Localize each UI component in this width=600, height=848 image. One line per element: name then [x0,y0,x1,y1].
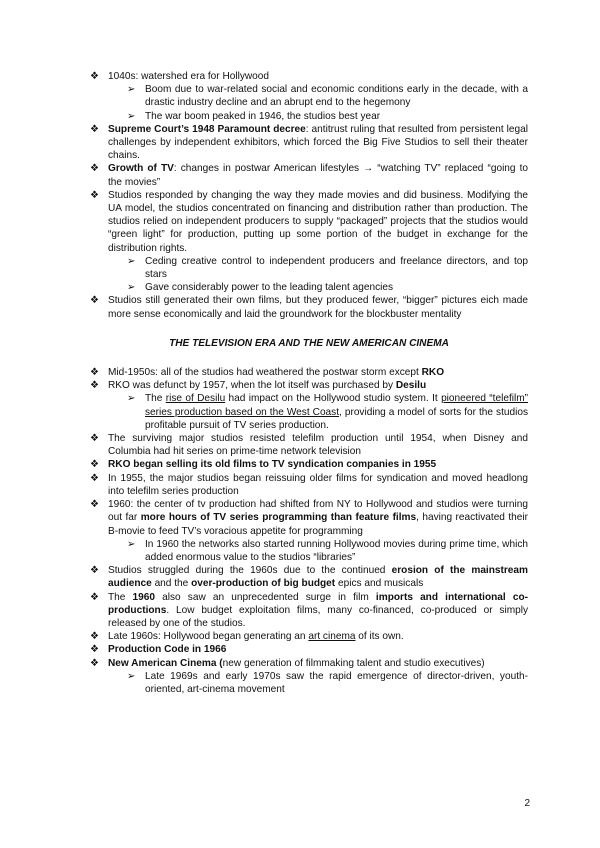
bold-term: more hours of TV series programming than feature films [140,512,417,524]
sub-item [90,538,528,564]
bold-term: 1960 [132,591,155,603]
underlined-term: art cinema [308,631,356,643]
item-text: Late 1960s: Hollywood began generating an [108,631,309,643]
item-text: 1040s: watershed era for Hollywood [108,71,270,82]
diamond-bullet-icon: ❖ [90,163,99,175]
sub-item-text: In 1960 the networks also started running Hollywood movies during prime time, which added enormous value to the studios “libraries” [145,538,528,563]
item-text: of its own. [355,631,404,643]
sub-item-text: Gave considerably power to the leading talent agencies [145,282,394,294]
bold-term: Supreme Court’s 1948 Paramount decree [108,123,306,135]
item-text: RKO was defunct by 1957, when the lot itself was purchased by [108,380,396,392]
arrow-bullet-icon: ➢ [127,393,136,405]
document-body [90,70,528,696]
item-text: The surviving major studios resisted telefilm production until 1954, when Disney and Columbia had hit series on prime-time network television [108,433,528,458]
item-text: epics and musicals [335,578,424,590]
item-text: , having reactivated their B-movie to feed TV’s voracious appetite for programming [108,512,529,537]
section-heading: THE TELEVISION ERA AND THE NEW AMERICAN CINEMA [169,337,449,349]
item-text: : antitrust ruling that resulted from persistent legal challenges by independent exhibitors, which forced the Big Five Studios to sell their theater chains. [108,123,528,162]
diamond-bullet-icon: ❖ [90,631,99,643]
sub-item [90,281,528,294]
arrow-bullet-icon: ➢ [127,538,136,550]
bullet-item [90,458,528,471]
sub-item-text: Late 1969s and early 1970s saw the rapid emergence of director-driven, youth-oriented, art-cinema movement [145,670,528,695]
item-text: Studios struggled during the 1960s due to the continued [108,565,392,577]
arrow-bullet-icon: ➢ [127,670,136,682]
bold-term: Desilu [395,380,427,392]
bold-term: Growth of TV [108,163,174,175]
bold-term: ( [216,657,223,669]
diamond-bullet-icon: ❖ [90,499,99,511]
arrow-bullet-icon: ➢ [127,255,136,267]
item-text: The [108,591,133,603]
bold-term: New American Cinema [108,657,217,669]
item-text: new generation of filmmaking talent and studio executives) [222,657,485,669]
bullet-item [90,70,528,83]
bullet-item [90,564,528,590]
diamond-bullet-icon: ❖ [90,189,99,201]
bold-term: over-production of big budget [191,578,336,590]
page-number: 2 [524,798,530,809]
bullet-item [90,379,528,392]
bullet-item [90,189,528,255]
bold-term: imports and international co-productions [108,591,528,616]
bullet-item [90,123,528,163]
diamond-bullet-icon: ❖ [90,367,99,379]
sub-item [90,255,528,281]
bullet-item [90,432,528,458]
sub-item-text: The [145,393,166,405]
bold-term: Production Code in 1966 [108,644,227,656]
bold-term: RKO began selling its old films to TV syndication companies in 1955 [108,459,437,471]
arrow-bullet-icon: ➢ [127,84,136,96]
diamond-bullet-icon: ❖ [90,591,99,603]
diamond-bullet-icon: ❖ [90,644,99,656]
bullet-item [90,643,528,656]
bold-term: erosion of the mainstream audience [108,565,529,590]
diamond-bullet-icon: ❖ [90,472,99,484]
diamond-bullet-icon: ❖ [90,380,99,392]
bullet-item [90,630,528,643]
arrow-bullet-icon: ➢ [127,110,136,122]
diamond-bullet-icon: ❖ [90,295,99,307]
diamond-bullet-icon: ❖ [90,657,99,669]
bullet-item [90,162,528,188]
bold-term: RKO [421,367,445,379]
item-text: Mid-1950s: all of the studios had weathered the postwar storm except [108,367,422,379]
sub-item-text: The war boom peaked in 1946, the studios best year [145,110,381,122]
item-text: 1960: the center of tv production had shifted from NY to Hollywood and studios were turning out far [108,499,528,524]
underlined-term: pioneered “telefilm” series production based on the West Coast [145,393,529,418]
sub-item-text: , providing a model of sorts for the studios profitable pursuit of TV series production. [145,406,529,431]
item-text: . Low budget exploitation films, many co-financed, co-produced or simply released by one of the studios. [108,604,528,629]
sub-item-text: had impact on the Hollywood studio system. It [225,393,442,405]
sub-item-text: Boom due to war-related social and economic conditions early in the decade, with a drastic industry decline and an abrupt end to the hegemony [145,84,528,109]
item-text: also saw an unprecedented surge in film [155,591,376,603]
sub-item-text: Ceding creative control to independent producers and freelance directors, and top stars [145,255,528,281]
diamond-bullet-icon: ❖ [90,433,99,445]
underlined-term: rise of Desilu [165,393,226,405]
diamond-bullet-icon: ❖ [90,71,99,82]
sub-item [90,670,528,696]
item-text: and the [151,578,192,590]
diamond-bullet-icon: ❖ [90,123,99,135]
arrow-bullet-icon: ➢ [127,282,136,294]
bullet-item [90,294,528,320]
bullet-item [90,657,528,670]
bullet-item [90,366,528,379]
sub-item [90,392,528,432]
bullet-item [90,498,528,538]
bullet-item [90,472,528,498]
item-text: In 1955, the major studios began reissuing older films for syndication and moved headlong into telefilm series production [108,472,528,497]
sub-item [90,83,528,109]
item-text: Studios still generated their own films, but they produced fewer, “bigger” pictures eich made more sense economically and laid the groundwork for the blockbuster mentality [108,295,528,320]
bullet-item [90,591,528,631]
diamond-bullet-icon: ❖ [90,565,99,577]
sub-item [90,110,528,123]
item-text: : changes in postwar American lifestyles → “watching TV” replaced “going to the movies” [108,163,529,188]
diamond-bullet-icon: ❖ [90,459,99,471]
item-text: Studios responded by changing the way they made movies and did business. Modifying the UA model, the studios concentrated on financing and distribution rather than production. The studios relied on independent producers to supply “packaged” projects that the studios would “green light” for production, putting up some portion of the budget in exchange for the distribution rights. [108,189,528,254]
